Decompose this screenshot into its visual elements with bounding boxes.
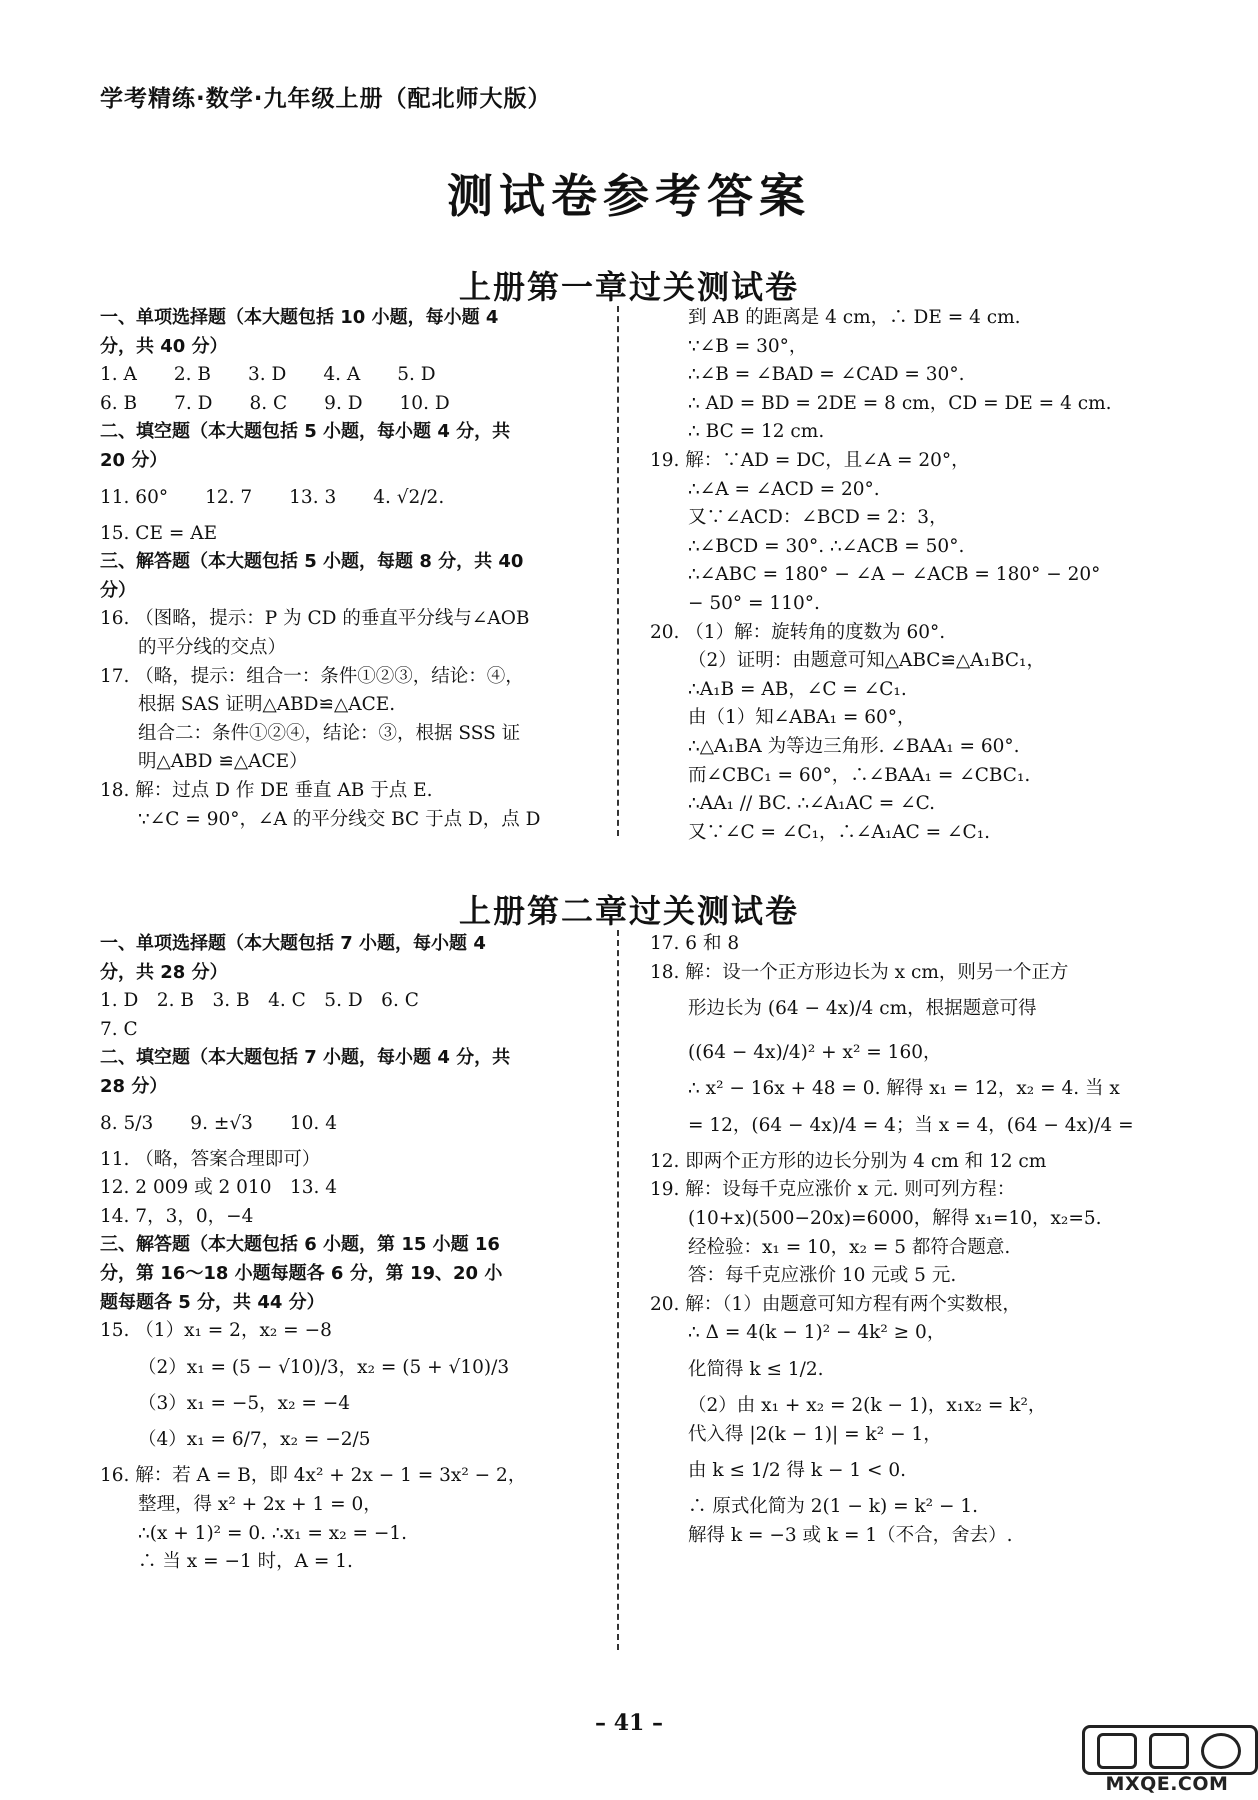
text-line: （2）由 x₁ + x₂ = 2(k − 1)，x₁x₂ = k²， [688,1394,1047,1416]
book-header: 学考精练·数学·九年级上册（配北师大版） [100,86,552,112]
text-line: 7. C [100,1018,138,1040]
text-line: ∴ Δ = 4(k − 1)² − 4k² ≥ 0， [688,1322,946,1344]
text-line: ∴ 当 x = −1 时，A = 1. [138,1551,353,1573]
text-line: 1. D 2. B 3. B 4. C 5. D 6. C [100,990,419,1012]
watermark-url: MXQE.COM [1105,1773,1229,1795]
text-line: ∴A₁B = AB，∠C = ∠C₁. [688,678,907,700]
section-1-title: 上册第一章过关测试卷 [458,268,799,306]
text-line: 一、单项选择题（本大题包括 10 小题，每小题 4 [100,307,499,328]
text-line: 又∵∠ACD：∠BCD = 2：3， [688,507,948,529]
text-line: (10+x)(500−20x)=6000，解得 x₁=10，x₂=5. [688,1207,1102,1229]
text-line: 整理，得 x² + 2x + 1 = 0， [138,1493,382,1515]
text-line: − 50° = 110°. [688,592,820,614]
text-line: 11. 60° 12. 7 13. 3 4. √2/2. [100,486,445,508]
text-line: 由 k ≤ 1/2 得 k − 1 < 0. [688,1460,907,1482]
text-line: ∴ BC = 12 cm. [688,421,825,443]
section-1-right-column [650,304,1210,847]
text-line: 11. （略，答案合理即可） [100,1148,321,1170]
column-divider [617,930,619,1650]
text-line: ((64 − 4x)/4)² + x² = 160， [688,1042,942,1064]
text-line: 18. 解：过点 D 作 DE 垂直 AB 于点 E. [100,779,433,801]
text-line: 28 分） [100,1075,168,1097]
text-line: 题每题各 5 分，共 44 分） [100,1291,325,1313]
text-line: 又∵∠C = ∠C₁，∴∠A₁AC = ∠C₁. [688,821,990,843]
text-line: ∴ x² − 16x + 48 = 0. 解得 x₁ = 12，x₂ = 4. 当 x [688,1078,1120,1100]
text-line: ∵∠B = 30°， [688,335,808,357]
text-line: 根据 SAS 证明△ABD≌△ACE. [138,694,396,716]
text-line: 19. 解：∵AD = DC，且∠A = 20°， [650,449,970,471]
text-line: 17. 6 和 8 [650,933,740,954]
text-line: 12. 2 009 或 2 010 13. 4 [100,1177,338,1199]
text-line: 6. B 7. D 8. C 9. D 10. D [100,392,450,414]
text-line: 而∠CBC₁ = 60°，∴∠BAA₁ = ∠CBC₁. [688,764,1031,786]
text-line: ∵∠C = 90°，∠A 的平分线交 BC 于点 D，点 D [138,808,541,830]
text-line: ∴∠B = ∠BAD = ∠CAD = 30°. [688,364,965,386]
text-line: 明△ABD ≌△ACE） [138,751,308,773]
text-line: 的平分线的交点） [138,636,287,658]
text-line: 二、填空题（本大题包括 7 小题，每小题 4 分，共 [100,1047,511,1069]
text-line: 分，第 16～18 小题每题各 6 分，第 19、20 小 [100,1262,503,1284]
page-number: – 41 – [595,1710,663,1736]
section-2-title: 上册第二章过关测试卷 [458,892,799,930]
text-line: ∴∠A = ∠ACD = 20°. [688,478,880,500]
text-line: ∴∠BCD = 30°. ∴∠ACB = 50°. [688,535,965,557]
section-2-left-column [100,930,610,1577]
text-line: 20. （1）解：旋转角的度数为 60°. [650,621,946,643]
text-line: 8. 5/3 9. ±√3 10. 4 [100,1112,337,1134]
column-divider [617,306,619,836]
text-line: ∴AA₁ // BC. ∴∠A₁AC = ∠C. [688,793,936,815]
text-line: 一、单项选择题（本大题包括 7 小题，每小题 4 [100,933,486,954]
text-line: 分，共 28 分） [100,961,228,983]
text-line: 三、解答题（本大题包括 6 小题，第 15 小题 16 [100,1234,500,1256]
text-line: 到 AB 的距离是 4 cm，∴ DE = 4 cm. [688,307,1021,328]
text-line: 1. A 2. B 3. D 4. A 5. D [100,364,436,386]
text-line: 12. 即两个正方形的边长分别为 4 cm 和 12 cm [650,1150,1047,1172]
text-line: 组合二：条件①②④，结论：③，根据 SSS 证 [138,722,521,744]
text-line: = 12，(64 − 4x)/4 = 4；当 x = 4，(64 − 4x)/4 = [688,1114,1134,1136]
text-line: 15. （1）x₁ = 2，x₂ = −8 [100,1320,332,1342]
section-1-left-column [100,304,610,834]
text-line: 化简得 k ≤ 1/2. [688,1358,824,1380]
text-line: （2）x₁ = (5 − √10)/3，x₂ = (5 + √10)/3 [138,1356,510,1378]
page-title: 测试卷参考答案 [447,169,811,223]
text-line: 20 分） [100,449,168,471]
text-line: 16. （图略，提示：P 为 CD 的垂直平分线与∠AOB [100,608,530,630]
text-line: 形边长为 (64 − 4x)/4 cm，根据题意可得 [688,998,1037,1020]
text-line: 三、解答题（本大题包括 5 小题，每题 8 分，共 40 [100,551,524,573]
text-line: 二、填空题（本大题包括 5 小题，每小题 4 分，共 [100,421,511,443]
text-line: 18. 解：设一个正方形边长为 x cm，则另一个正方 [650,961,1069,983]
text-line: 解得 k = −3 或 k = 1（不合，舍去）. [688,1524,1013,1546]
watermark-logo [1082,1725,1252,1795]
text-line: ∴△A₁BA 为等边三角形. ∠BAA₁ = 60°. [688,735,1020,757]
text-line: （3）x₁ = −5，x₂ = −4 [138,1392,351,1414]
text-line: 分，共 40 分） [100,335,228,357]
text-line: ∴(x + 1)² = 0. ∴x₁ = x₂ = −1. [138,1522,408,1544]
text-line: 经检验：x₁ = 10，x₂ = 5 都符合题意. [688,1236,1011,1258]
text-line: （2）证明：由题意可知△ABC≌△A₁BC₁， [688,650,1045,672]
section-2-right-column [650,930,1210,1550]
text-line: 答：每千克应涨价 10 元或 5 元. [688,1265,957,1287]
text-line: 代入得 |2(k − 1)| = k² − 1， [688,1423,942,1445]
text-line: 19. 解：设每千克应涨价 x 元. 则可列方程： [650,1179,1016,1201]
text-line: 14. 7，3，0，−4 [100,1205,254,1227]
text-line: 20. 解：（1）由题意可知方程有两个实数根， [650,1293,1021,1315]
text-line: （4）x₁ = 6/7，x₂ = −2/5 [138,1429,371,1451]
text-line: 由（1）知∠ABA₁ = 60°， [688,707,916,729]
text-line: 16. 解：若 A = B，即 4x² + 2x − 1 = 3x² − 2， [100,1465,527,1487]
text-line: ∴ AD = BD = 2DE = 8 cm，CD = DE = 4 cm. [688,392,1112,414]
text-line: ∴∠ABC = 180° − ∠A − ∠ACB = 180° − 20° [688,564,1101,586]
text-line: 17. （略，提示：组合一：条件①②③，结论：④， [100,665,524,687]
text-line: ∴ 原式化简为 2(1 − k) = k² − 1. [688,1496,979,1518]
text-line: 分） [100,579,136,601]
text-line: 15. CE = AE [100,522,218,544]
